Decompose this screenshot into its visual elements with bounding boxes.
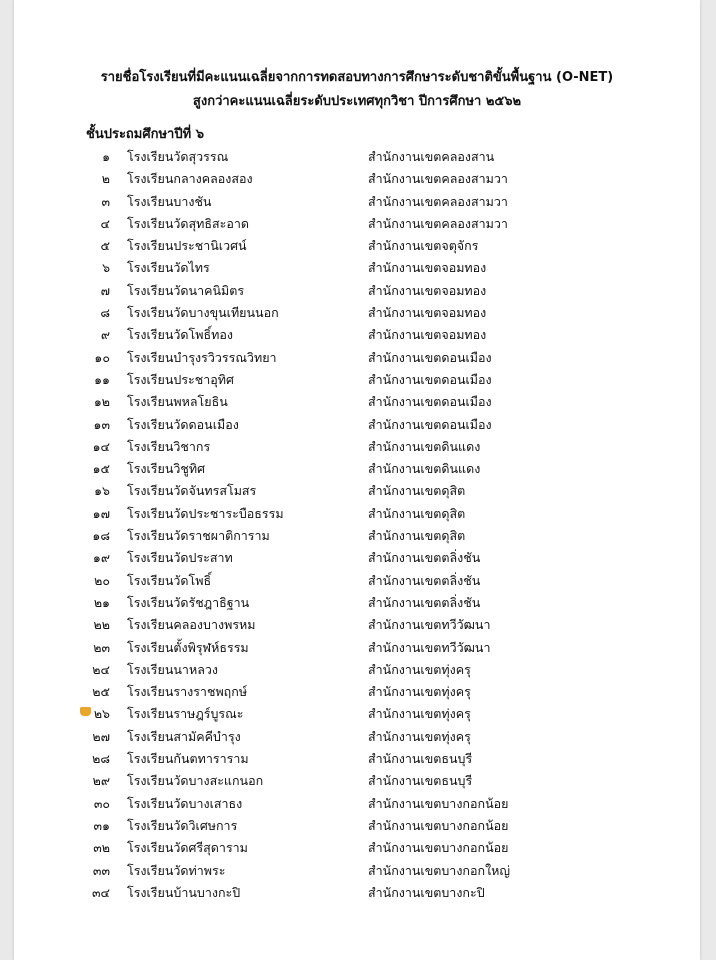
district-office: สำนักงานเขตจอมทอง bbox=[368, 260, 487, 276]
row-number: ๓๑ bbox=[93, 817, 110, 833]
school-name: โรงเรียนรางราชพฤกษ์ bbox=[127, 684, 248, 700]
district-office: สำนักงานเขตธนบุรี bbox=[368, 773, 473, 789]
row-number: ๒๗ bbox=[92, 728, 110, 744]
list-item bbox=[14, 881, 700, 903]
row-number: ๖ bbox=[102, 260, 110, 276]
district-office: สำนักงานเขตจอมทอง bbox=[368, 305, 487, 321]
district-office: สำนักงานเขตจอมทอง bbox=[368, 327, 487, 343]
row-number: ๓ bbox=[101, 193, 110, 209]
school-name: โรงเรียนวัดสุวรรณ bbox=[127, 149, 229, 164]
row-number: ๕ bbox=[100, 238, 110, 254]
school-name: โรงเรียนราษฎร์บูรณะ bbox=[127, 706, 244, 722]
district-office: สำนักงานเขตดอนเมือง bbox=[368, 416, 492, 432]
row-number: ๑๘ bbox=[92, 528, 110, 544]
district-office: สำนักงานเขตดุสิต bbox=[368, 528, 466, 544]
list-item bbox=[14, 457, 700, 479]
list-item bbox=[14, 836, 700, 858]
district-office: สำนักงานเขตบางกอกน้อย bbox=[368, 840, 509, 856]
list-item bbox=[14, 725, 700, 747]
list-item bbox=[14, 413, 700, 435]
row-number: ๒๑ bbox=[93, 594, 110, 610]
district-office: สำนักงานเขตจตุจักร bbox=[368, 238, 479, 254]
school-name: โรงเรียนบำรุงรวิวรรณวิทยา bbox=[127, 349, 277, 365]
school-name: โรงเรียนวิชากร bbox=[127, 438, 211, 454]
list-item bbox=[14, 346, 700, 368]
list-item bbox=[14, 190, 700, 212]
row-number: ๒๕ bbox=[92, 684, 110, 700]
list-item bbox=[14, 234, 700, 256]
district-office: สำนักงานเขตทุ่งครุ bbox=[368, 706, 471, 722]
district-office: สำนักงานเขตตลิ่งชัน bbox=[368, 572, 481, 588]
row-number: ๓๐ bbox=[93, 795, 110, 811]
list-item bbox=[14, 524, 700, 546]
district-office: สำนักงานเขตบางกอกใหญ่ bbox=[368, 862, 511, 878]
school-name: โรงเรียนวัดบางสะแกนอก bbox=[127, 773, 264, 789]
list-item bbox=[14, 769, 700, 791]
list-item bbox=[14, 167, 700, 189]
list-item bbox=[14, 859, 700, 881]
school-name: โรงเรียนวัดรัชฎาธิฐาน bbox=[127, 594, 250, 610]
list-item bbox=[14, 591, 700, 613]
document-title-line1: รายชื่อโรงเรียนที่มีคะแนนเฉลี่ยจากการทดสอบทางการศึกษาระดับชาติขั้นพื้นฐาน (O-NET) bbox=[100, 70, 614, 85]
list-item bbox=[14, 658, 700, 680]
list-item bbox=[14, 747, 700, 769]
row-number: ๒ bbox=[101, 171, 110, 187]
document-title-line2: สูงกว่าคะแนนเฉลี่ยระดับประเทศทุกวิชา ปีการศึกษา ๒๕๖๒ bbox=[192, 94, 522, 109]
row-number: ๙ bbox=[100, 327, 110, 343]
district-office: สำนักงานเขตดุสิต bbox=[368, 505, 466, 521]
document-page bbox=[14, 0, 700, 960]
district-office: สำนักงานเขตบางกอกน้อย bbox=[368, 795, 509, 811]
school-name: โรงเรียนประชาอุทิศ bbox=[127, 371, 234, 387]
list-item bbox=[14, 680, 700, 702]
school-name: โรงเรียนประชานิเวศน์ bbox=[127, 238, 247, 254]
row-number: ๒๘ bbox=[92, 751, 110, 767]
school-name: โรงเรียนบ้านบางกะปิ bbox=[127, 884, 241, 900]
list-item bbox=[14, 212, 700, 234]
row-number: ๒๐ bbox=[94, 572, 110, 588]
school-name: โรงเรียนวัดบางขุนเทียนนอก bbox=[127, 305, 279, 321]
row-number: ๑๑ bbox=[94, 371, 110, 387]
row-number: ๑๖ bbox=[94, 483, 110, 499]
district-office: สำนักงานเขตดุสิต bbox=[368, 483, 466, 499]
school-name: โรงเรียนวิชูทิศ bbox=[127, 461, 206, 477]
school-name: โรงเรียนบางชัน bbox=[127, 193, 212, 209]
school-name: โรงเรียนวัดสุทธิสะอาด bbox=[127, 215, 250, 231]
school-name: โรงเรียนวัดโพธิ์ bbox=[127, 572, 212, 588]
list-item bbox=[14, 145, 700, 167]
district-office: สำนักงานเขตคลองสามวา bbox=[368, 215, 508, 231]
district-office: สำนักงานเขตทุ่งครุ bbox=[368, 728, 471, 744]
school-name: โรงเรียนวัดจันทรสโมสร bbox=[127, 483, 257, 499]
row-number: ๒๒ bbox=[93, 617, 110, 633]
list-item bbox=[14, 323, 700, 345]
district-office: สำนักงานเขตทวีวัฒนา bbox=[368, 639, 491, 655]
school-list bbox=[14, 145, 700, 903]
row-number: ๘ bbox=[100, 305, 110, 321]
school-name: โรงเรียนวัดศรีสุดาราม bbox=[127, 840, 248, 856]
district-office: สำนักงานเขตคลองสามวา bbox=[368, 171, 508, 187]
school-name: โรงเรียนวัดท่าพระ bbox=[127, 862, 226, 878]
district-office: สำนักงานเขตดินแดง bbox=[368, 438, 481, 454]
district-office: สำนักงานเขตตลิ่งชัน bbox=[368, 594, 481, 610]
school-name: โรงเรียนวัดโพธิ์ทอง bbox=[127, 327, 233, 343]
list-item bbox=[14, 792, 700, 814]
row-number: ๑๓ bbox=[93, 416, 110, 432]
district-office: สำนักงานเขตดอนเมือง bbox=[368, 349, 492, 365]
list-item bbox=[14, 636, 700, 658]
section-heading: ชั้นประถมศึกษาปีที่ ๖ bbox=[86, 127, 204, 142]
row-number: ๑๐ bbox=[94, 349, 110, 365]
list-item bbox=[14, 502, 700, 524]
district-office: สำนักงานเขตดอนเมือง bbox=[368, 394, 492, 410]
school-name: โรงเรียนวัดประชาระบือธรรม bbox=[127, 505, 284, 521]
list-item bbox=[14, 814, 700, 836]
list-item bbox=[14, 368, 700, 390]
district-office: สำนักงานเขตดอนเมือง bbox=[368, 371, 492, 387]
row-number: ๑๙ bbox=[92, 550, 110, 566]
list-item bbox=[14, 546, 700, 568]
hand-pointer-icon bbox=[80, 707, 91, 716]
district-office: สำนักงานเขตตลิ่งชัน bbox=[368, 550, 481, 566]
district-office: สำนักงานเขตคลองสาน bbox=[368, 149, 495, 164]
list-item bbox=[14, 479, 700, 501]
district-office: สำนักงานเขตธนบุรี bbox=[368, 751, 473, 767]
district-office: สำนักงานเขตทวีวัฒนา bbox=[368, 617, 491, 633]
school-name: โรงเรียนพหลโยธิน bbox=[127, 394, 228, 410]
district-office: สำนักงานเขตคลองสามวา bbox=[368, 193, 508, 209]
school-name: โรงเรียนนาหลวง bbox=[127, 661, 218, 677]
list-item bbox=[14, 435, 700, 457]
school-name: โรงเรียนวัดบางเสาธง bbox=[127, 795, 243, 811]
district-office: สำนักงานเขตจอมทอง bbox=[368, 282, 487, 298]
list-item bbox=[14, 702, 700, 724]
school-name: โรงเรียนกลางคลองสอง bbox=[127, 171, 253, 187]
row-number: ๑๗ bbox=[92, 505, 110, 521]
school-name: โรงเรียนตั้งพิรุฬห์ธรรม bbox=[127, 639, 249, 655]
district-office: สำนักงานเขตทุ่งครุ bbox=[368, 661, 471, 677]
row-number: ๔ bbox=[100, 215, 110, 231]
list-item bbox=[14, 256, 700, 278]
school-name: โรงเรียนคลองบางพรหม bbox=[127, 617, 256, 633]
school-name: โรงเรียนสามัคคีบำรุง bbox=[127, 728, 241, 744]
school-name: โรงเรียนกันตทาราราม bbox=[127, 751, 249, 767]
school-name: โรงเรียนวัดราชผาติการาม bbox=[127, 528, 270, 544]
district-office: สำนักงานเขตบางกะปิ bbox=[368, 884, 485, 900]
school-name: โรงเรียนวัดไทร bbox=[127, 260, 210, 276]
list-item bbox=[14, 390, 700, 412]
school-name: โรงเรียนวัดนาคนิมิตร bbox=[127, 282, 245, 298]
list-item bbox=[14, 569, 700, 591]
school-name: โรงเรียนวัดดอนเมือง bbox=[127, 416, 239, 432]
row-number: ๑ bbox=[102, 149, 110, 164]
row-number: ๒๖ bbox=[93, 706, 110, 722]
row-number: ๒๙ bbox=[92, 773, 110, 789]
row-number: ๓๔ bbox=[91, 884, 110, 900]
school-name: โรงเรียนวัดประสาท bbox=[127, 550, 233, 566]
row-number: ๑๒ bbox=[93, 394, 110, 410]
row-number: ๓๓ bbox=[92, 862, 110, 878]
list-item bbox=[14, 613, 700, 635]
row-number: ๒๓ bbox=[93, 639, 110, 655]
list-item bbox=[14, 301, 700, 323]
list-item bbox=[14, 279, 700, 301]
district-office: สำนักงานเขตดินแดง bbox=[368, 461, 481, 477]
row-number: ๓๒ bbox=[93, 840, 110, 856]
row-number: ๗ bbox=[100, 282, 110, 298]
row-number: ๑๔ bbox=[92, 438, 110, 454]
school-name: โรงเรียนวัดวิเศษการ bbox=[127, 817, 238, 833]
row-number: ๑๕ bbox=[92, 461, 110, 477]
district-office: สำนักงานเขตทุ่งครุ bbox=[368, 684, 471, 700]
district-office: สำนักงานเขตบางกอกน้อย bbox=[368, 817, 509, 833]
row-number: ๒๔ bbox=[92, 661, 110, 677]
